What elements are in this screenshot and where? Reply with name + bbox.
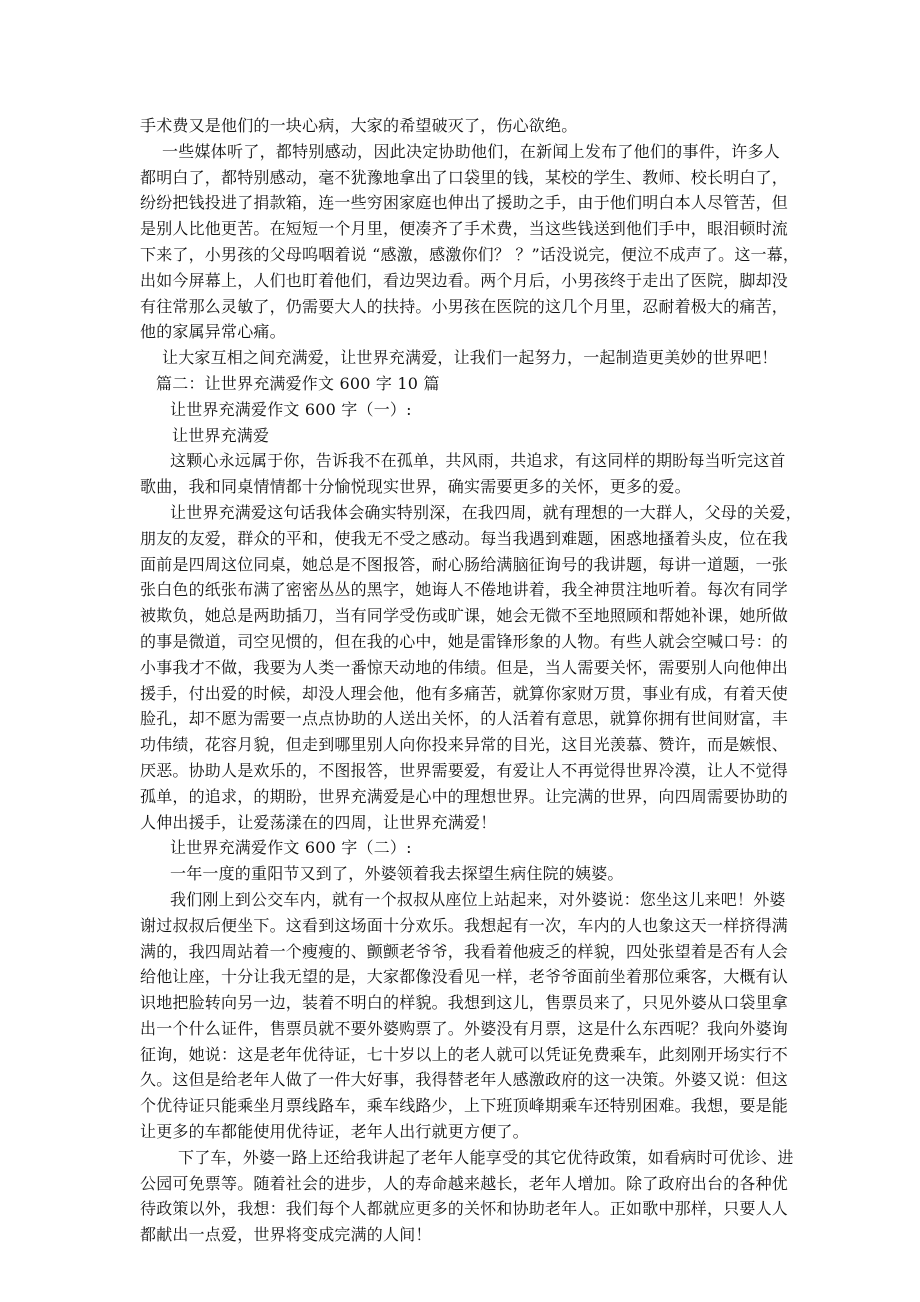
- text-line: 厌恶。协助人是欢乐的，不图报答，世界需要爱，有爱让人不再觉得世界冷漠，让人不觉得: [140, 760, 789, 780]
- text-line: 被欺负，她总是两助插刀，当有同学受伤或旷课，她会无微不至地照顾和帮她补课，她所做: [140, 606, 789, 626]
- text-line: 久。这但是给老年人做了一件大好事，我得替老年人感激政府的这一决策。外婆又说：但这: [140, 1070, 789, 1090]
- text-line: 我们刚上到公交车内，就有一个叔叔从座位上站起来，对外婆说：您坐这儿来吧！外婆: [170, 889, 786, 909]
- text-line: 让世界充满爱这句话我体会确实特别深，在我四周，就有理想的一大群人，父母的关爱，: [170, 502, 802, 522]
- text-line: 篇二：让世界充满爱作文 600 字 10 篇: [156, 373, 440, 393]
- text-line: 的事是微道，司空见惯的，但在我的心中，她是雷锋形象的人物。有些人就会空喊口号：的: [140, 631, 789, 651]
- text-line: 朋友的友爱，群众的平和，使我无不受之感动。每当我遇到难题，困惑地搔着头皮，位在我: [140, 528, 789, 548]
- text-line: 他的家属异常心痛。: [140, 322, 286, 342]
- text-line: 人伸出援手，让爱荡漾在的四周，让世界充满爱！: [140, 812, 497, 832]
- text-line: 脸孔，却不愿为需要一点点协助的人送出关怀，的人活着有意思，就算你拥有世间财富，丰: [140, 709, 789, 729]
- text-line: 给他让座，十分让我无望的是，大家都像没看见一样，老爷爷面前坐着那位乘客，大概有认: [140, 967, 789, 987]
- text-line: 让大家互相之间充满爱，让世界充满爱，让我们一起努力，一起制造更美妙的世界吧！: [162, 348, 778, 368]
- text-line: 有往常那么灵敏了，仍需要大人的扶持。小男孩在医院的这几个月里，忍耐着极大的痛苦，: [140, 296, 789, 316]
- text-line: 这颗心永远属于你，告诉我不在孤单，共风雨，共追求，有这同样的期盼每当听完这首: [170, 451, 786, 471]
- text-line: 出一个什么证件，售票员就不要外婆购票了。外婆没有月票，这是什么东西呢？我向外婆询: [140, 1018, 789, 1038]
- text-line: 让更多的车都能使用优待证，老年人出行就更方便了。: [140, 1122, 529, 1142]
- text-line: 识地把脸转向另一边，装着不明白的样貌。我想到这儿，售票员来了，只见外婆从口袋里拿: [140, 993, 789, 1013]
- text-line: 都明白了，都特别感动，毫不犹豫地拿出了口袋里的钱，某校的学生、教师、校长明白了，: [140, 167, 789, 187]
- text-line: 都献出一点爱，世界将变成完满的人间！: [140, 1225, 432, 1245]
- text-line: 功伟绩，花容月貌，但走到哪里别人向你投来异常的目光，这目光羡慕、赞许，而是嫉恨、: [140, 735, 789, 755]
- text-line: 小事我才不做，我要为人类一番惊天动地的伟绩。但是，当人需要关怀，需要别人向他伸出: [140, 657, 789, 677]
- text-line: 让世界充满爱作文 600 字（一）:: [170, 399, 412, 419]
- text-line: 歌曲，我和同桌情情都十分愉悦现实世界，确实需要更多的关怀，更多的爱。: [140, 477, 691, 497]
- text-line: 孤单，的追求，的期盼，世界充满爱是心中的理想世界。让完满的世界，向四周需要协助的: [140, 786, 789, 806]
- text-line: 张白色的纸张布满了密密丛丛的黑字，她诲人不倦地讲着，我全神贯注地听着。每次有同学: [140, 580, 789, 600]
- text-line: 纷纷把钱投进了捐款箱，连一些穷困家庭也伸出了援助之手，由于他们明白本人尽管苦，但: [140, 193, 789, 213]
- text-line: 是别人比他更苦。在短短一个月里，便凑齐了手术费，当这些钱送到他们手中，眼泪顿时流: [140, 219, 789, 239]
- text-line: 援手，付出爱的时候，却没人理会他，他有多痛苦，就算你家财万贯，事业有成，有着天使: [140, 683, 789, 703]
- text-line: 一些媒体听了，都特别感动，因此决定协助他们，在新闻上发布了他们的事件，许多人: [162, 141, 780, 161]
- text-line: 个优待证只能乘坐月票线路车，乘车线路少，上下班顶峰期乘车还特别困难。我想，要是能: [140, 1096, 789, 1116]
- text-line: 让世界充满爱: [172, 425, 270, 445]
- text-line: 出如今屏幕上，人们也盯着他们，看边哭边看。两个月后，小男孩终于走出了医院，脚却没: [140, 270, 789, 290]
- text-line: 谢过叔叔后便坐下。这看到这场面十分欢乐。我想起有一次，车内的人也象这天一样挤得满: [140, 915, 789, 935]
- text-line: 让世界充满爱作文 600 字（二）:: [170, 838, 412, 858]
- text-line: 满的，我四周站着一个瘦瘦的、颤颤老爷爷，我看着他疲乏的样貌，四处张望着是否有人会: [140, 941, 789, 961]
- document-body: [140, 113, 802, 1248]
- text-line: 下来了，小男孩的父母呜咽着说 “感激，感激你们？ ？”话没说完，便泣不成声了。这一幕，: [140, 244, 800, 264]
- text-line: 一年一度的重阳节又到了，外婆领着我去探望生病住院的姨婆。: [170, 864, 624, 884]
- text-line: 征询，她说：这是老年优待证，七十岁以上的老人就可以凭证免费乘车，此刻刚开场实行不: [140, 1044, 789, 1064]
- text-line: 公园可免票等。随着社会的进步，人的寿命越来越长，老年人增加。除了政府出台的各种优: [140, 1173, 789, 1193]
- text-line: 手术费又是他们的一块心病，大家的希望破灭了，伤心欲绝。: [140, 116, 578, 135]
- text-line: 面前是四周这位同桌，她总是不图报答，耐心肠给满脑征询号的我讲题，每讲一道题，一张: [140, 554, 789, 574]
- text-line: 下了车，外婆一路上还给我讲起了老年人能享受的其它优待政策，如看病时可优诊、进: [178, 1147, 794, 1167]
- text-line: 待政策以外，我想：我们每个人都就应更多的关怀和协助老年人。正如歌中那样，只要人人: [140, 1199, 789, 1219]
